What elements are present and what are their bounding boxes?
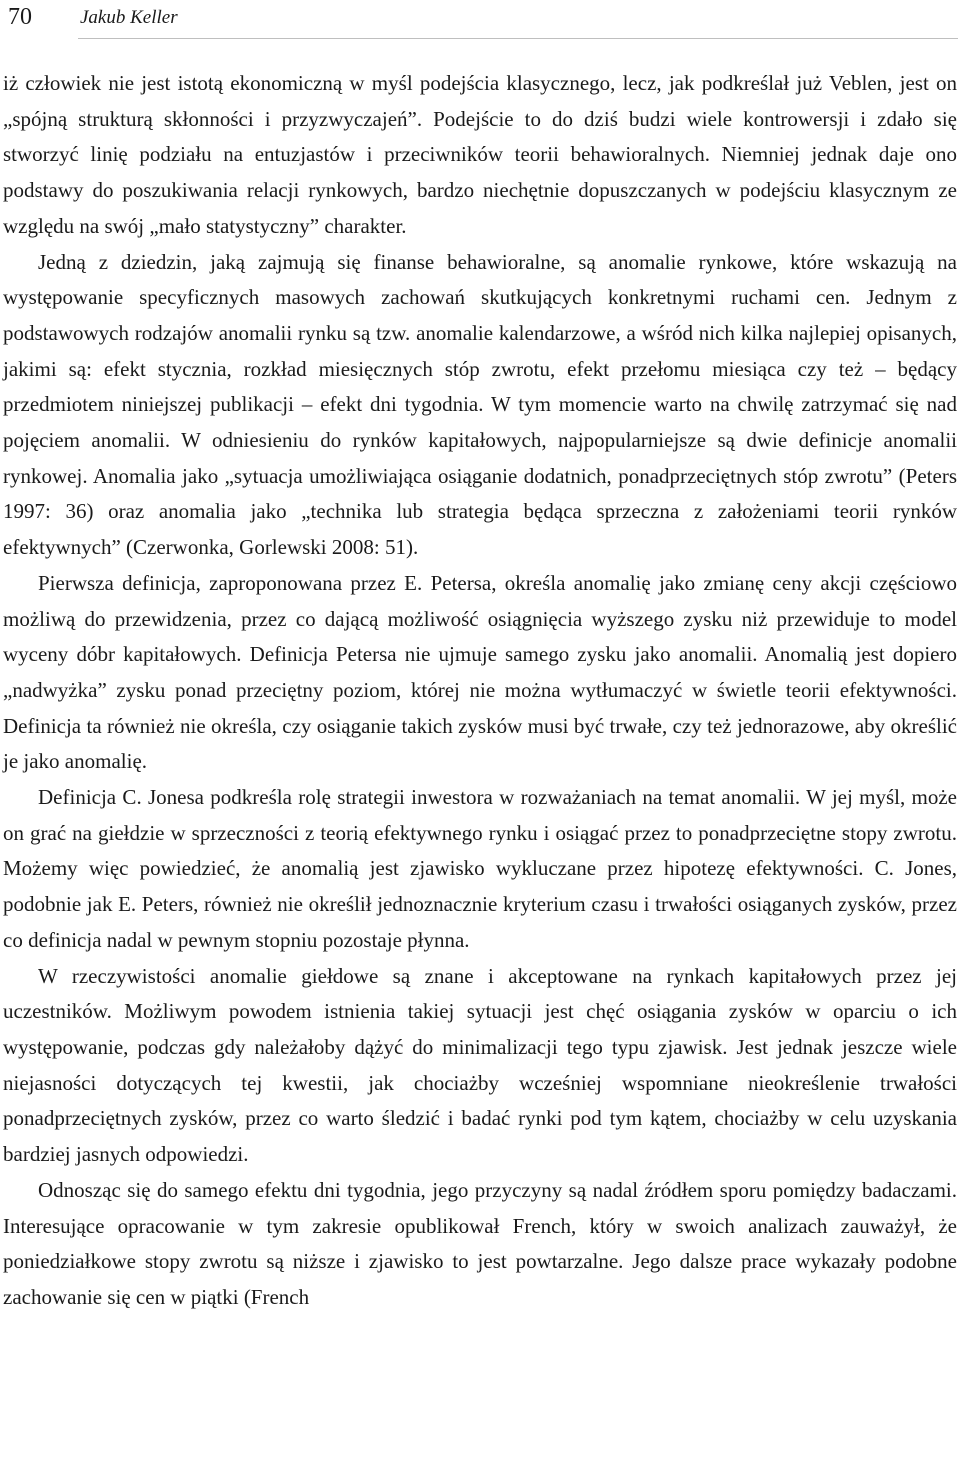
paragraph-4: Definicja C. Jonesa podkreśla rolę strategii inwestora w rozważaniach na temat anomalii. W jej myśl, może on grać na giełdzie w sprzeczności z teorią efektywnego rynku i osiągać przez to ponadprzeciętne stopy zwrotu. Możemy więc powiedzieć, że anomalią jest zjawisko wykluczane przez hipotezę efektywności. C. Jones, podobnie jak E. Peters, również nie określił jednoznacznie kryterium czasu i trwałości osiąganych zysków, przez co definicja nadal w pewnym stopniu pozostaje płynna. [3,785,957,952]
page-header [8,0,958,40]
page-number: 70 [8,4,32,30]
body-text [3,66,957,1316]
paragraph-6: Odnosząc się do samego efektu dni tygodnia, jego przyczyny są nadal źródłem sporu pomiędzy badaczami. Interesujące opracowanie w tym zakresie opublikował French, który w swoich analizach zauważył, że poniedziałkowe stopy zwrotu są niższe i zjawisko to jest powtarzalne. Jego dalsze prace wykazały podobne zachowanie się cen w piątki (French [3,1177,957,1309]
running-head-author: Jakub Keller [80,7,178,28]
paragraph-1: iż człowiek nie jest istotą ekonomiczną w myśl podejścia klasycznego, lecz, jak podkreślał już Veblen, jest on „spójną strukturą skłonności i przyzwyczajeń”. Podejście to do dziś budzi wiele kontrowersji i zdało się stworzyć linię podziału na entuzjastów i przeciwników teorii behawioralnych. Niemniej jednak daje ono podstawy do poszukiwania relacji rynkowych, bardzo niechętnie dopuszczanych w podejściu klasycznym ze względu na swój „mało statystyczny” charakter. [3,71,957,238]
paragraph-2: Jedną z dziedzin, jaką zajmują się finanse behawioralne, są anomalie rynkowe, które wskazują na występowanie specyficznych masowych zachowań skutkujących konkretnymi ruchami cen. Jednym z podstawowych rodzajów anomalii rynku są tzw. anomalie kalendarzowe, a wśród nich kilka najlepiej opisanych, jakimi są: efekt stycznia, rozkład miesięcznych stóp zwrotu, efekt przełomu miesiąca czy też – będący przedmiotem niniejszej publikacji – efekt dni tygodnia. W tym momencie warto na chwilę zatrzymać się nad pojęciem anomalii. W odniesieniu do rynków kapitałowych, najpopularniejsze są dwie definicje anomalii rynkowej. Anomalia jako „sytuacja umożliwiająca osiąganie dodatnich, ponadprzeciętnych stóp zwrotu” (Peters 1997: 36) oraz anomalia jako „technika lub strategia będąca sprzeczna z założeniami teorii rynków efektywnych” (Czerwonka, Gorlewski 2008: 51). [3,249,957,560]
paragraph-5: W rzeczywistości anomalie giełdowe są znane i akceptowane na rynkach kapitałowych przez jej uczestników. Możliwym powodem istnienia takiej sytuacji jest chęć osiągania zysków w oparciu o ich występowanie, podczas gdy należałoby dążyć do minimalizacji tego typu zjawisk. Jest jednak jeszcze wiele niejasności dotyczących tej kwestii, jak chociażby wcześniej wspomniane nieokreślenie trwałości ponadprzeciętnych zysków, przez co warto śledzić i badać rynki pod tym kątem, chociażby w celu uzyskania bardziej jasnych odpowiedzi. [3,963,957,1167]
header-rule [78,38,958,39]
paragraph-3: Pierwsza definicja, zaproponowana przez E. Petersa, określa anomalię jako zmianę ceny akcji częściowo możliwą do przewidzenia, przez co dającą możliwość osiągnięcia wyższego zysku niż przewiduje to model wyceny dóbr kapitałowych. Definicja Petersa nie ujmuje samego zysku jako anomalii. Anomalią jest dopiero „nadwyżka” zysku ponad przeciętny poziom, której nie można wytłumaczyć w świetle teorii efektywności. Definicja ta również nie określa, czy osiąganie takich zysków musi być trwałe, czy też jednorazowe, aby określić je jako anomalię. [3,570,957,774]
